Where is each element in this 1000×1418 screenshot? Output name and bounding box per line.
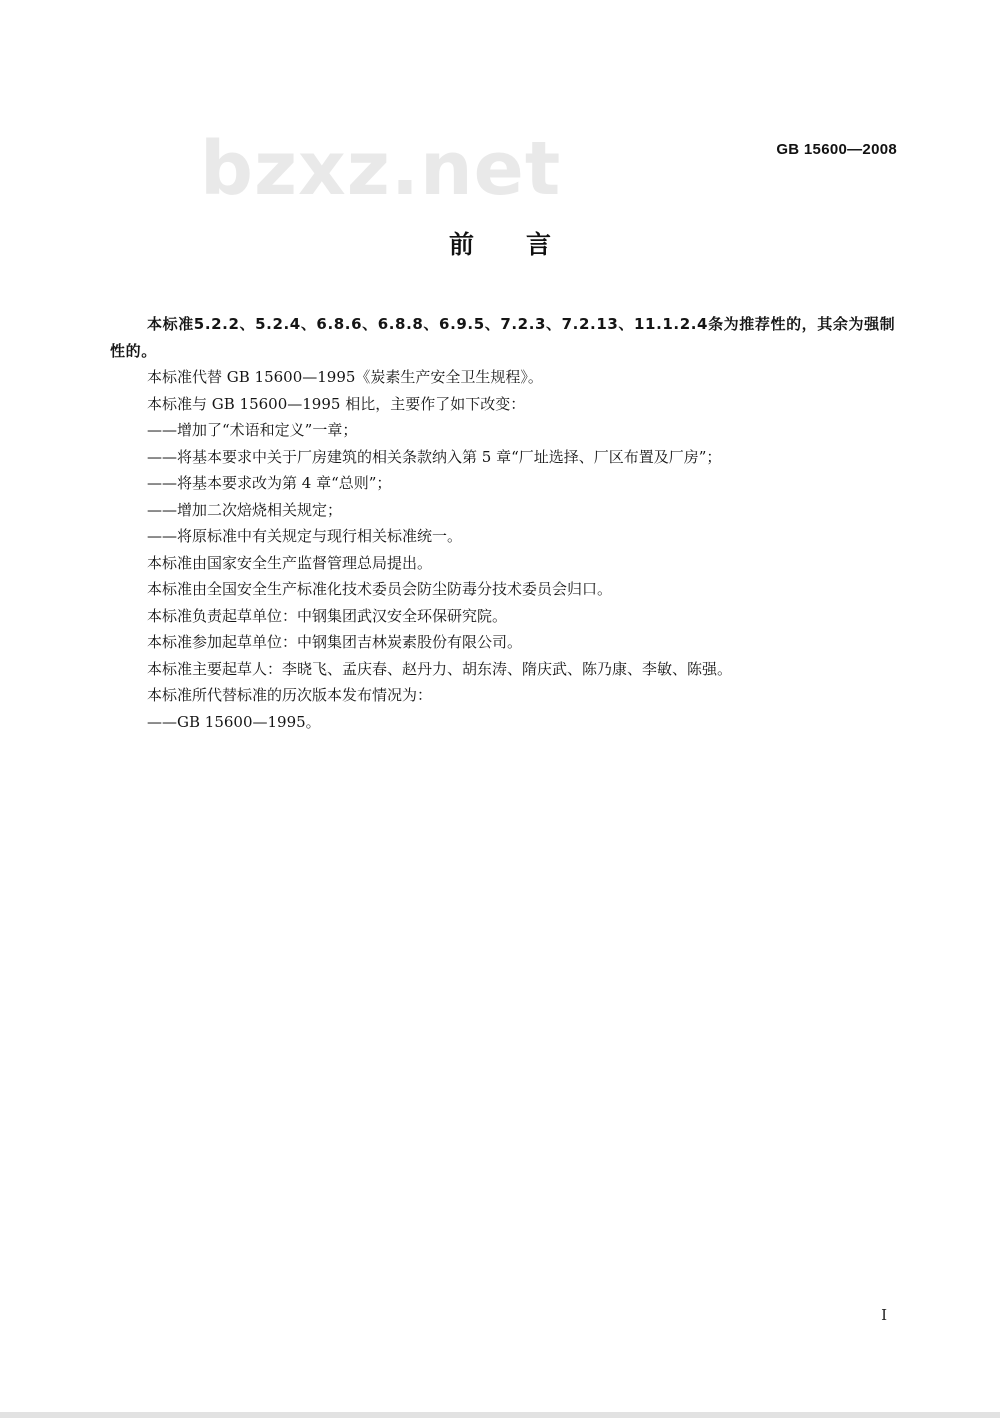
paragraph-replaces: 本标准代替 GB 15600—1995《炭素生产安全卫生规程》。 <box>147 368 543 386</box>
page-number: I <box>881 1306 887 1324</box>
change-item: ——将基本要求中关于厂房建筑的相关条款纳入第 5 章“厂址选择、厂区布置及厂房”； <box>147 447 722 466</box>
page-title: 前言 <box>448 230 603 259</box>
change-item: ——将原标准中有关规定与现行相关标准统一。 <box>147 527 463 545</box>
change-item: ——将基本要求改为第 4 章“总则”； <box>147 474 392 492</box>
paragraph-proposer: 本标准由国家安全生产监督管理总局提出。 <box>147 553 433 572</box>
watermark-logo: bzxz.net <box>200 126 562 212</box>
change-item: ——增加了“术语和定义”一章； <box>147 421 358 439</box>
paragraph-participating-drafter: 本标准参加起草单位：中钢集团吉林炭素股份有限公司。 <box>147 633 523 651</box>
change-item: ——增加二次焙烧相关规定； <box>147 500 343 519</box>
paragraph-history-intro: 本标准所代替标准的历次版本发布情况为： <box>147 686 433 704</box>
foreword-body <box>110 311 910 735</box>
paragraph-changes-intro: 本标准与 GB 15600—1995 相比，主要作了如下改变： <box>147 394 526 413</box>
paragraph-committee: 本标准由全国安全生产标准化技术委员会防尘防毒分技术委员会归口。 <box>147 580 613 598</box>
paragraph-scope: 本标准5.2.2、5.2.4、6.8.6、6.8.8、6.9.5、7.2.3、7.2.13、11.1.2.4条为推荐性的，其余为强制性的。 <box>110 315 896 360</box>
paragraph-authors: 本标准主要起草人：李晓飞、孟庆春、赵丹力、胡东涛、隋庆武、陈乃康、李敏、陈强。 <box>147 659 733 678</box>
paragraph-lead-drafter: 本标准负责起草单位：中钢集团武汉安全环保研究院。 <box>147 606 508 625</box>
standard-code: GB 15600—2008 <box>776 141 897 158</box>
history-item: ——GB 15600—1995。 <box>147 712 321 731</box>
page-bottom-edge <box>0 1412 1000 1418</box>
